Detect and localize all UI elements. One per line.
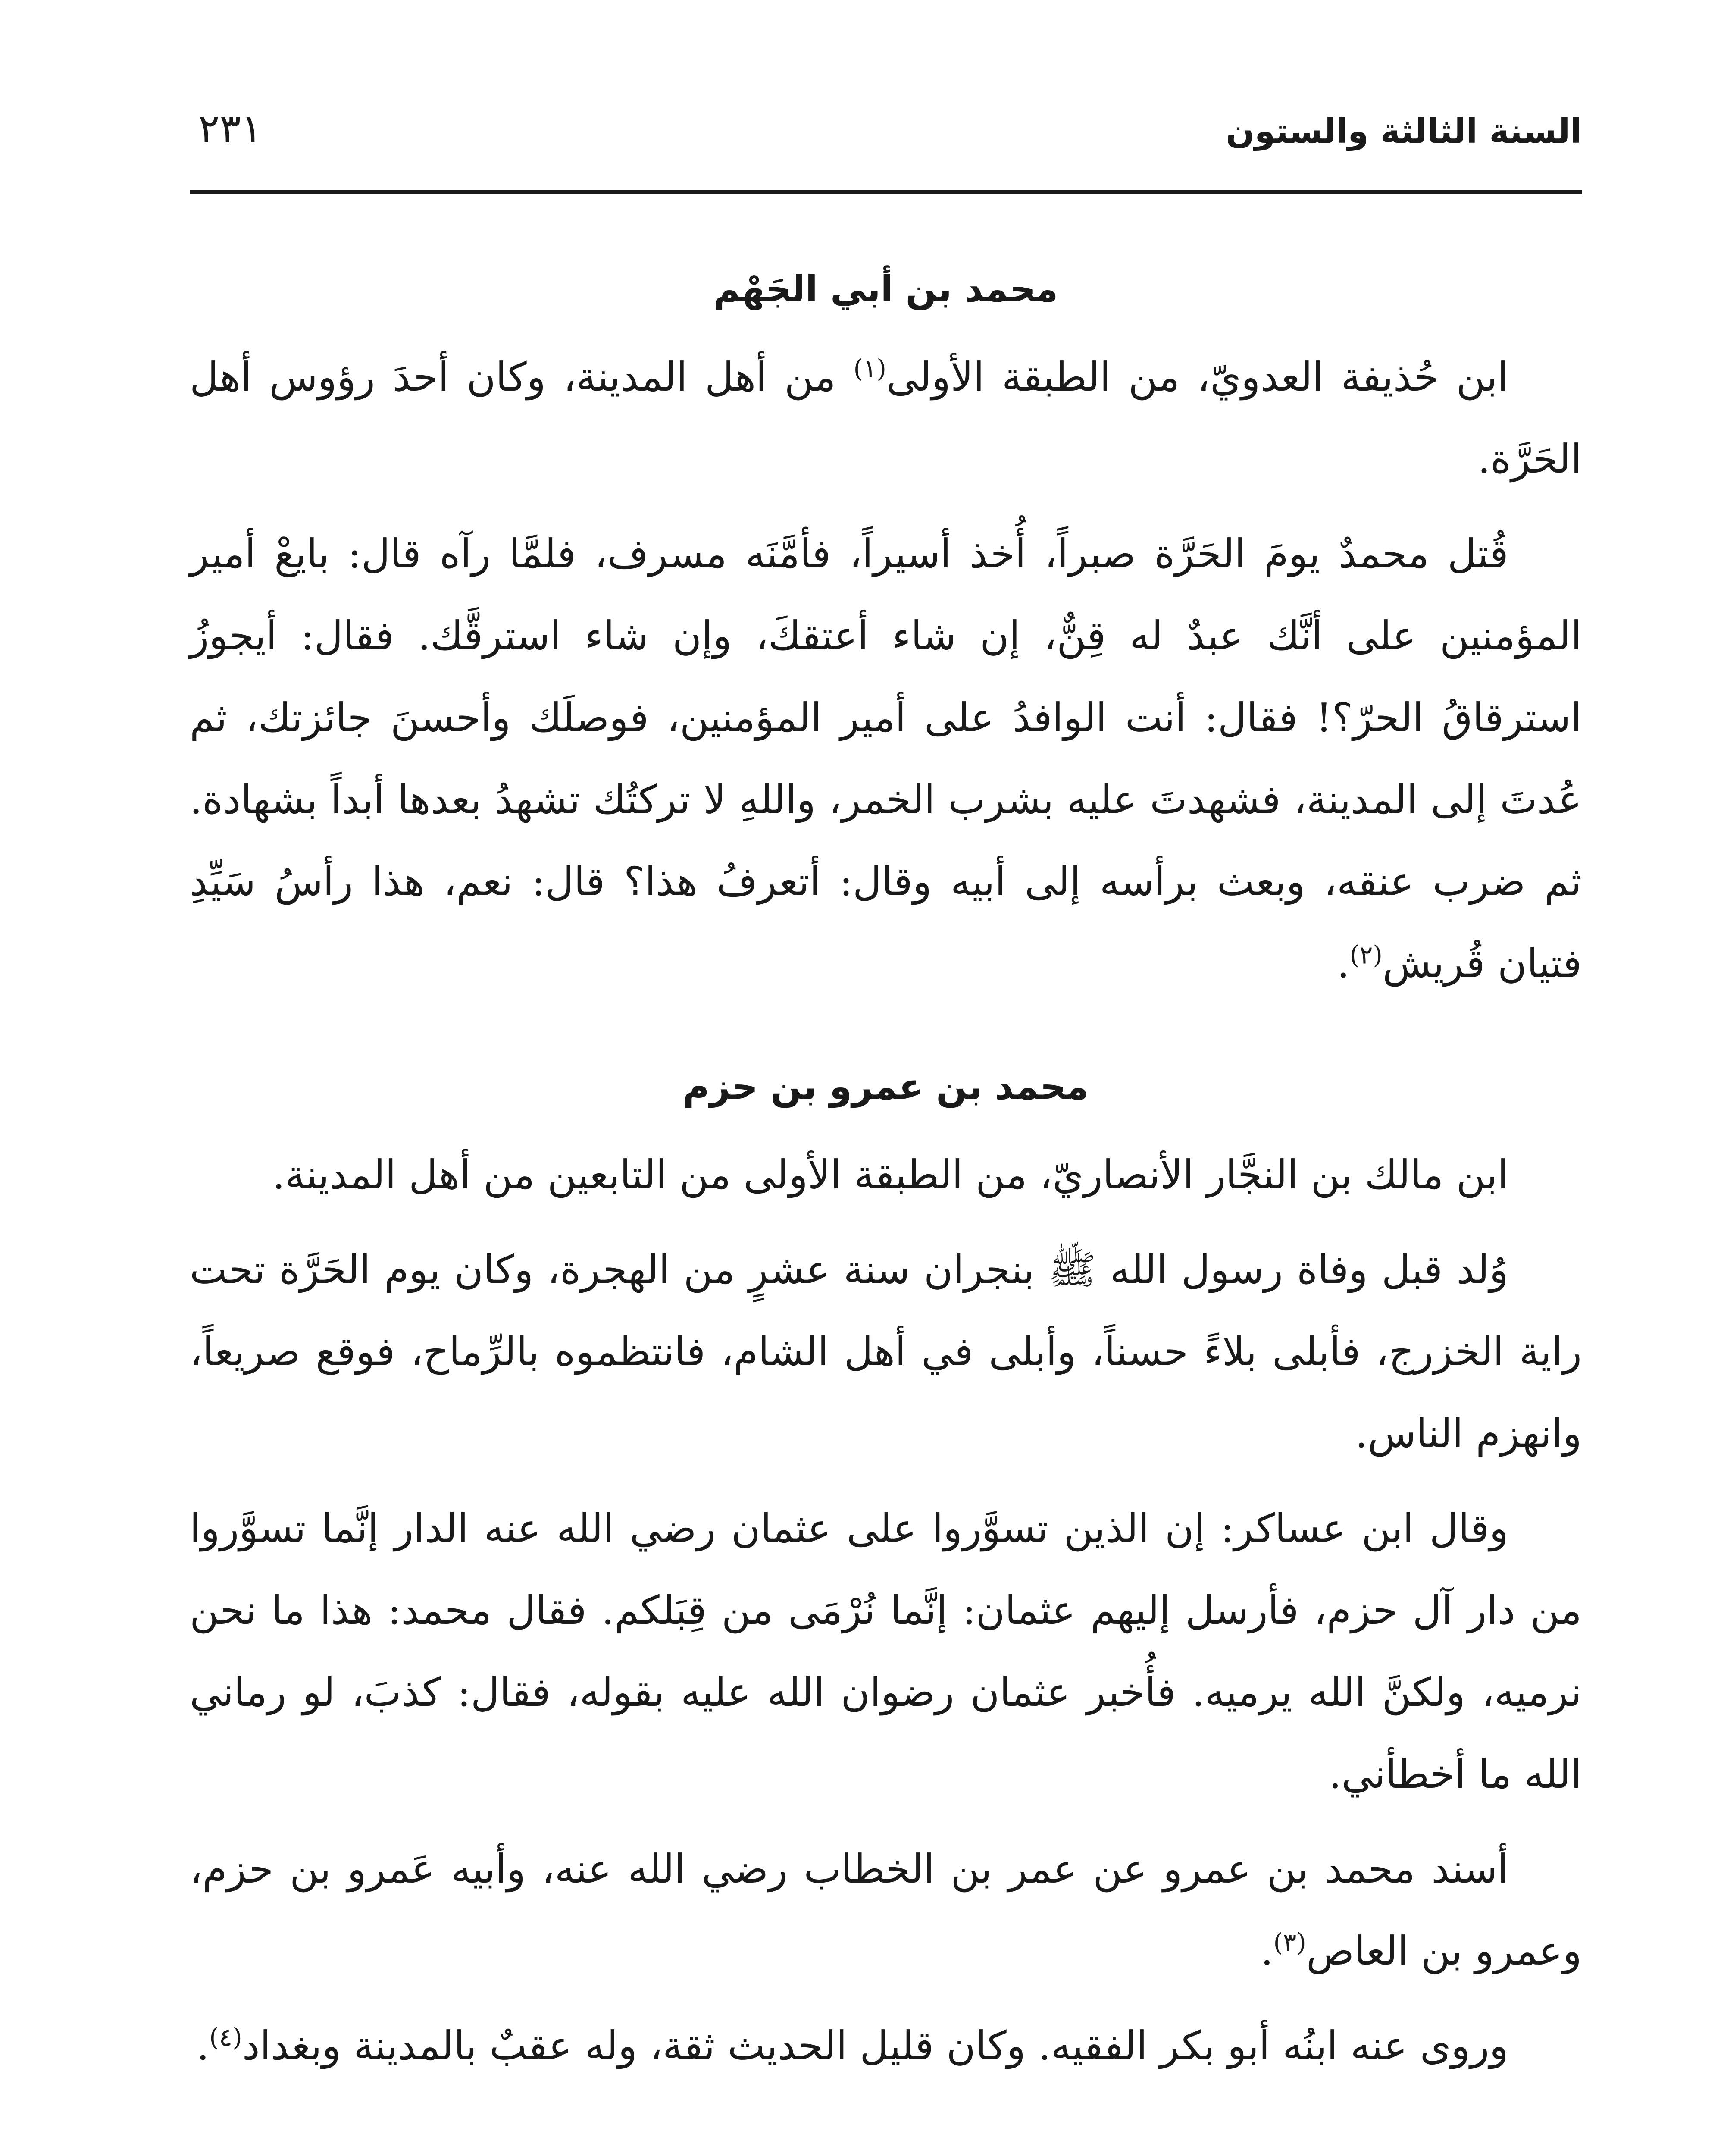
paragraph: [190, 336, 1582, 500]
paragraph: [190, 2005, 1582, 2087]
page-header: [190, 86, 1582, 172]
page-number: ٢٣١: [198, 106, 263, 152]
paragraph-end: .: [1337, 940, 1350, 987]
header-rule: [190, 190, 1582, 194]
paragraph: ابن مالك بن النجَّار الأنصاريّ، من الطبقة الأولى من التابعين من أهل المدينة.: [272, 1152, 1508, 1198]
main-text: [190, 259, 1582, 2100]
paragraph-text: ابن حُذيفة العدويّ، من الطبقة الأولى: [886, 354, 1508, 400]
section-gap: [190, 1018, 1582, 1056]
paragraph: [190, 1828, 1582, 1992]
running-head: السنة الثالثة والستون: [1226, 112, 1582, 151]
paragraph-end: .: [1261, 1928, 1273, 1974]
paragraph: وُلد قبل وفاة رسول الله ﷺ بنجران سنة عشرٍ من الهجرة، وكان يوم الحَرَّة تحت راية الخزرج، فأبلى بلاءً حسناً، وأبلى في أهل الشام، فانتظموه بالرِّماح، فوقع صريعاً، وانهزم الناس.: [190, 1247, 1582, 1457]
paragraph-text: قُتل محمدٌ يومَ الحَرَّة صبراً، أُخذ أسيراً، فأمَّنَه مسرف، فلمَّا رآه قال: بايعْ أمير المؤمنين على أنَّك عبدٌ له قِنٌّ، إن شاء أعتقكَ، وإن شاء استرقَّك. فقال: أيجوزُ استرقاقُ الحرّ؟! فقال: أنت الوافدُ على أمير المؤمنين، فوصلَك وأحسنَ جائزتك، ثم عُدتَ إلى المدينة، فشهدتَ عليه بشرب الخمر، واللهِ لا تركتُك تشهدُ بعدها أبداً بشهادة. ثم ضرب عنقه، وبعث برأسه إلى أبيه وقال: أتعرفُ هذا؟ قال: نعم، هذا رأسُ سَيِّدِ فتيان قُريش: [190, 531, 1582, 987]
paragraph: وقال ابن عساكر: إن الذين تسوَّروا على عثمان رضي الله عنه الدار إنَّما تسوَّروا من دار آل حزم، فأرسل إليهم عثمان: إنَّما نُرْمَى من قِبَلكم. فقال محمد: هذا ما نحن نرميه، ولكنَّ الله يرميه. فأُخبر عثمان رضوان الله عليه بقوله، فقال: كذبَ، لو رماني الله ما أخطأني.: [190, 1505, 1582, 1797]
footnote-ref[interactable]: (١): [853, 354, 886, 383]
footnote-ref[interactable]: (٤): [209, 2022, 242, 2052]
paragraph-end: .: [197, 2023, 210, 2069]
footnote-ref[interactable]: (٣): [1273, 1927, 1306, 1957]
paragraph-text: أسند محمد بن عمرو عن عمر بن الخطاب رضي الله عنه، وأبيه عَمرو بن حزم، وعمرو بن العاص: [190, 1846, 1582, 1974]
footnote-ref[interactable]: (٢): [1349, 940, 1383, 970]
paragraph: [190, 513, 1582, 1005]
section-title-ibn-amr-ibn-hazm: محمد بن عمرو بن حزم: [682, 1065, 1089, 1108]
paragraph-text: وروى عنه ابنُه أبو بكر الفقيه. وكان قليل الحديث ثقة، وله عقبٌ بالمدينة وبغداد: [242, 2023, 1508, 2069]
paragraph-text: من أهل المدينة، وكان أحدَ رؤوس أهل الحَرَّة.: [190, 354, 1582, 482]
section-title-ibn-abi-al-jahm: محمد بن أبي الجَهْم: [713, 268, 1058, 310]
